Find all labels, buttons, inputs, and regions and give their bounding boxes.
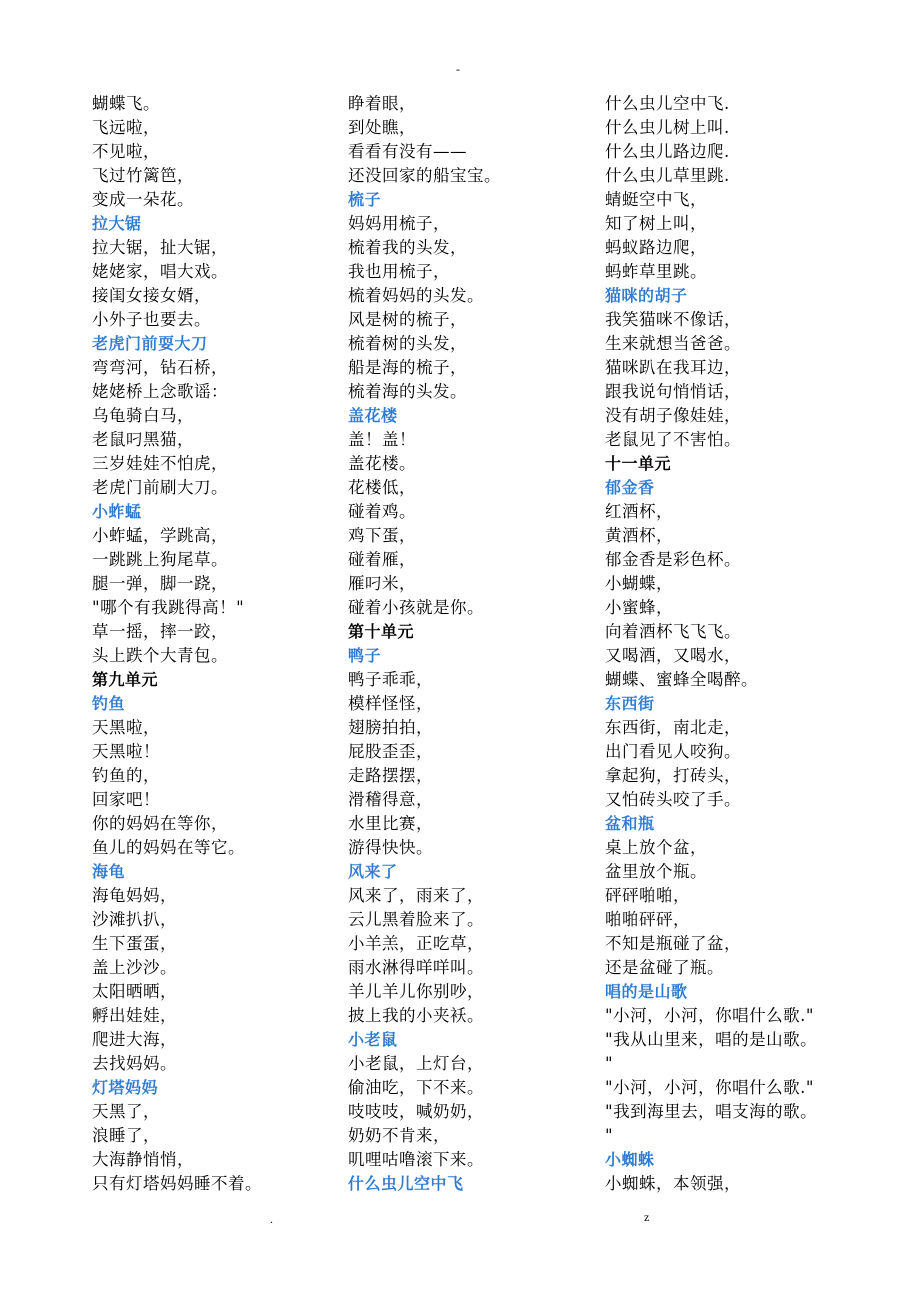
poem-line: 老虎门前刷大刀。 [92, 478, 228, 497]
poem-line: 去找妈妈。 [92, 1054, 177, 1073]
unit-heading: 第九单元 [92, 670, 159, 689]
poem-line: 只有灯塔妈妈睡不着。 [92, 1174, 262, 1193]
poem-line: 黄酒杯， [605, 526, 673, 545]
poem-line: 跟我说句悄悄话， [605, 382, 741, 401]
poem-line: 屁股歪歪， [348, 742, 433, 761]
poem-line: 你的妈妈在等你， [92, 814, 228, 833]
text-column-1 [92, 92, 342, 1196]
poem-line: 生下蛋蛋， [92, 934, 177, 953]
poem-line: 云儿黑着脸来了。 [348, 910, 484, 929]
poem-line: 小蚱蜢，学跳高， [92, 526, 228, 545]
poem-line: 吱吱吱，喊奶奶， [348, 1102, 484, 1121]
poem-line: 我也用梳子， [348, 262, 450, 281]
poem-line: 飞远啦， [92, 118, 160, 137]
poem-line: 到处瞧， [348, 118, 416, 137]
poem-line: 蝴蝶、蜜蜂全喝醉。 [605, 670, 758, 689]
poem-line: 披上我的小夹袄。 [348, 1006, 484, 1025]
poem-line: 还是盆碰了瓶。 [605, 958, 724, 977]
poem-line: "小河，小河，你唱什么歌." [605, 1006, 814, 1025]
poem-line: 雨水淋得咩咩叫。 [348, 958, 484, 977]
poem-line: 奶奶不肯来， [348, 1126, 450, 1145]
poem-line: 不知是瓶碰了盆， [605, 934, 741, 953]
poem-title: 猫咪的胡子 [605, 286, 688, 305]
poem-line: 老鼠叼黑猫， [92, 430, 194, 449]
poem-title: 小蚱蜢 [92, 502, 142, 521]
poem-line: 腿一弹，脚一跷， [92, 574, 228, 593]
poem-line: 接闺女接女婿， [92, 286, 211, 305]
poem-line: 又怕砖头咬了手。 [605, 790, 741, 809]
poem-line: 偷油吃，下不来。 [348, 1078, 484, 1097]
poem-line: 滑稽得意， [348, 790, 433, 809]
poem-line: 花楼低， [348, 478, 416, 497]
poem-line: 回家吧！ [92, 790, 160, 809]
poem-line: 孵出娃娃， [92, 1006, 177, 1025]
poem-line: 姥姥家，唱大戏。 [92, 262, 228, 281]
poem-line: 盖！盖！ [348, 430, 416, 449]
poem-line: 船是海的梳子， [348, 358, 467, 377]
poem-line: 妈妈用梳子， [348, 214, 450, 233]
poem-line: 梳着妈妈的头发。 [348, 286, 484, 305]
poem-line: 弯弯河，钻石桥， [92, 358, 228, 377]
poem-title: 老虎门前耍大刀 [92, 334, 208, 353]
poem-title: 风来了 [348, 862, 398, 881]
footer-mark-right: z [644, 1210, 650, 1224]
poem-line: 雁叼米， [348, 574, 416, 593]
poem-line: 天黑啦， [92, 718, 160, 737]
poem-line: 知了树上叫， [605, 214, 707, 233]
poem-line: 水里比赛， [348, 814, 433, 833]
poem-line: 什么虫儿树上叫. [605, 118, 730, 137]
poem-line: 浪睡了， [92, 1126, 160, 1145]
poem-line: 鱼儿的妈妈在等它。 [92, 838, 245, 857]
poem-line: 姥姥桥上念歌谣： [92, 382, 228, 401]
poem-title: 郁金香 [605, 478, 655, 497]
poem-line: 拿起狗，打砖头， [605, 766, 741, 785]
poem-line: 碰着鸡。 [348, 502, 416, 521]
poem-line: 一跳跳上狗尾草。 [92, 550, 228, 569]
poem-line: " [605, 1054, 614, 1073]
poem-line: 梳着树的头发， [348, 334, 467, 353]
unit-heading: 十一单元 [605, 454, 672, 473]
poem-line: 拉大锯，扯大锯， [92, 238, 228, 257]
poem-line: 生来就想当爸爸。 [605, 334, 741, 353]
poem-line: 天黑啦！ [92, 742, 160, 761]
poem-line: 碰着小孩就是你。 [348, 598, 484, 617]
poem-title: 拉大锯 [92, 214, 142, 233]
poem-line: 盖花楼。 [348, 454, 416, 473]
poem-line: 盖上沙沙。 [92, 958, 177, 977]
poem-line: 飞过竹篱笆， [92, 166, 194, 185]
poem-line: 海龟妈妈， [92, 886, 177, 905]
poem-title: 盖花楼 [348, 406, 398, 425]
poem-line: 翅膀拍拍， [348, 718, 433, 737]
poem-line: "哪个有我跳得高！" [92, 598, 245, 617]
poem-line: 梳着我的头发， [348, 238, 467, 257]
poem-line: 我笑猫咪不像话， [605, 310, 741, 329]
poem-line: 啪啪砰砰， [605, 910, 690, 929]
text-column-3 [605, 92, 855, 1196]
poem-title: 盆和瓶 [605, 814, 655, 833]
poem-line: 盆里放个瓶。 [605, 862, 707, 881]
poem-line: 梳着海的头发。 [348, 382, 467, 401]
text-column-2 [348, 92, 598, 1196]
poem-line: 砰砰啪啪， [605, 886, 690, 905]
poem-line: "小河，小河，你唱什么歌." [605, 1078, 814, 1097]
poem-line: 东西街，南北走， [605, 718, 741, 737]
poem-line: 小外子也要去。 [92, 310, 211, 329]
poem-line: 钓鱼的， [92, 766, 160, 785]
poem-line: 大海静悄悄， [92, 1150, 194, 1169]
poem-line: 蝴蝶飞。 [92, 94, 160, 113]
poem-line: 鸭子乖乖， [348, 670, 433, 689]
poem-line: " [605, 1126, 614, 1145]
header-mark: - [456, 62, 460, 76]
poem-line: 三岁娃娃不怕虎， [92, 454, 228, 473]
poem-line: 风来了，雨来了， [348, 886, 484, 905]
poem-line: 猫咪趴在我耳边， [605, 358, 741, 377]
unit-heading: 第十单元 [348, 622, 415, 641]
poem-line: 蜻蜓空中飞， [605, 190, 707, 209]
poem-line: 碰着雁， [348, 550, 416, 569]
poem-title: 灯塔妈妈 [92, 1078, 159, 1097]
poem-title: 什么虫儿空中飞 [348, 1174, 464, 1193]
poem-line: 小蝴蝶， [605, 574, 673, 593]
poem-line: 什么虫儿草里跳. [605, 166, 730, 185]
poem-line: 小蜘蛛，本领强， [605, 1174, 741, 1193]
poem-line: 老鼠见了不害怕。 [605, 430, 741, 449]
poem-line: 看看有没有—— [348, 142, 467, 161]
poem-line: 走路摆摆， [348, 766, 433, 785]
poem-line: 草一摇，摔一跤， [92, 622, 228, 641]
poem-line: 爬进大海， [92, 1030, 177, 1049]
poem-line: 什么虫儿空中飞. [605, 94, 730, 113]
poem-title: 小老鼠 [348, 1030, 398, 1049]
poem-line: 小羊羔，正吃草， [348, 934, 484, 953]
poem-line: 太阳晒晒， [92, 982, 177, 1001]
poem-line: 天黑了， [92, 1102, 160, 1121]
poem-line: 羊儿羊儿你别吵， [348, 982, 484, 1001]
poem-line: 还没回家的船宝宝。 [348, 166, 501, 185]
poem-title: 唱的是山歌 [605, 982, 688, 1001]
poem-line: 不见啦， [92, 142, 160, 161]
poem-line: 向着酒杯飞飞飞。 [605, 622, 741, 641]
poem-line: 红酒杯， [605, 502, 673, 521]
poem-title: 小蜘蛛 [605, 1150, 655, 1169]
poem-title: 海龟 [92, 862, 126, 881]
poem-line: 叽哩咕噜滚下来。 [348, 1150, 484, 1169]
poem-line: 小蜜蜂， [605, 598, 673, 617]
poem-line: 鸡下蛋， [348, 526, 416, 545]
footer-mark-left: . [270, 1212, 273, 1226]
poem-line: 头上跌个大青包。 [92, 646, 228, 665]
poem-line: 什么虫儿路边爬. [605, 142, 730, 161]
poem-line: 模样怪怪， [348, 694, 433, 713]
poem-line: 蚂蚁路边爬， [605, 238, 707, 257]
poem-title: 鸭子 [348, 646, 382, 665]
poem-line: 变成一朵花。 [92, 190, 194, 209]
poem-line: 游得快快。 [348, 838, 433, 857]
poem-line: 乌龟骑白马， [92, 406, 194, 425]
poem-line: 睁着眼， [348, 94, 416, 113]
poem-line: 又喝酒，又喝水， [605, 646, 741, 665]
poem-line: 沙滩扒扒， [92, 910, 177, 929]
poem-line: 风是树的梳子， [348, 310, 467, 329]
poem-title: 东西街 [605, 694, 655, 713]
poem-line: 郁金香是彩色杯。 [605, 550, 741, 569]
poem-line: 没有胡子像娃娃， [605, 406, 741, 425]
poem-line: 小老鼠，上灯台， [348, 1054, 484, 1073]
poem-title: 梳子 [348, 190, 382, 209]
poem-line: "我从山里来，唱的是山歌。 [605, 1030, 818, 1049]
poem-line: 蚂蚱草里跳。 [605, 262, 707, 281]
poem-line: 出门看见人咬狗。 [605, 742, 741, 761]
poem-line: "我到海里去，唱支海的歌。 [605, 1102, 818, 1121]
poem-line: 桌上放个盆， [605, 838, 707, 857]
poem-title: 钓鱼 [92, 694, 126, 713]
